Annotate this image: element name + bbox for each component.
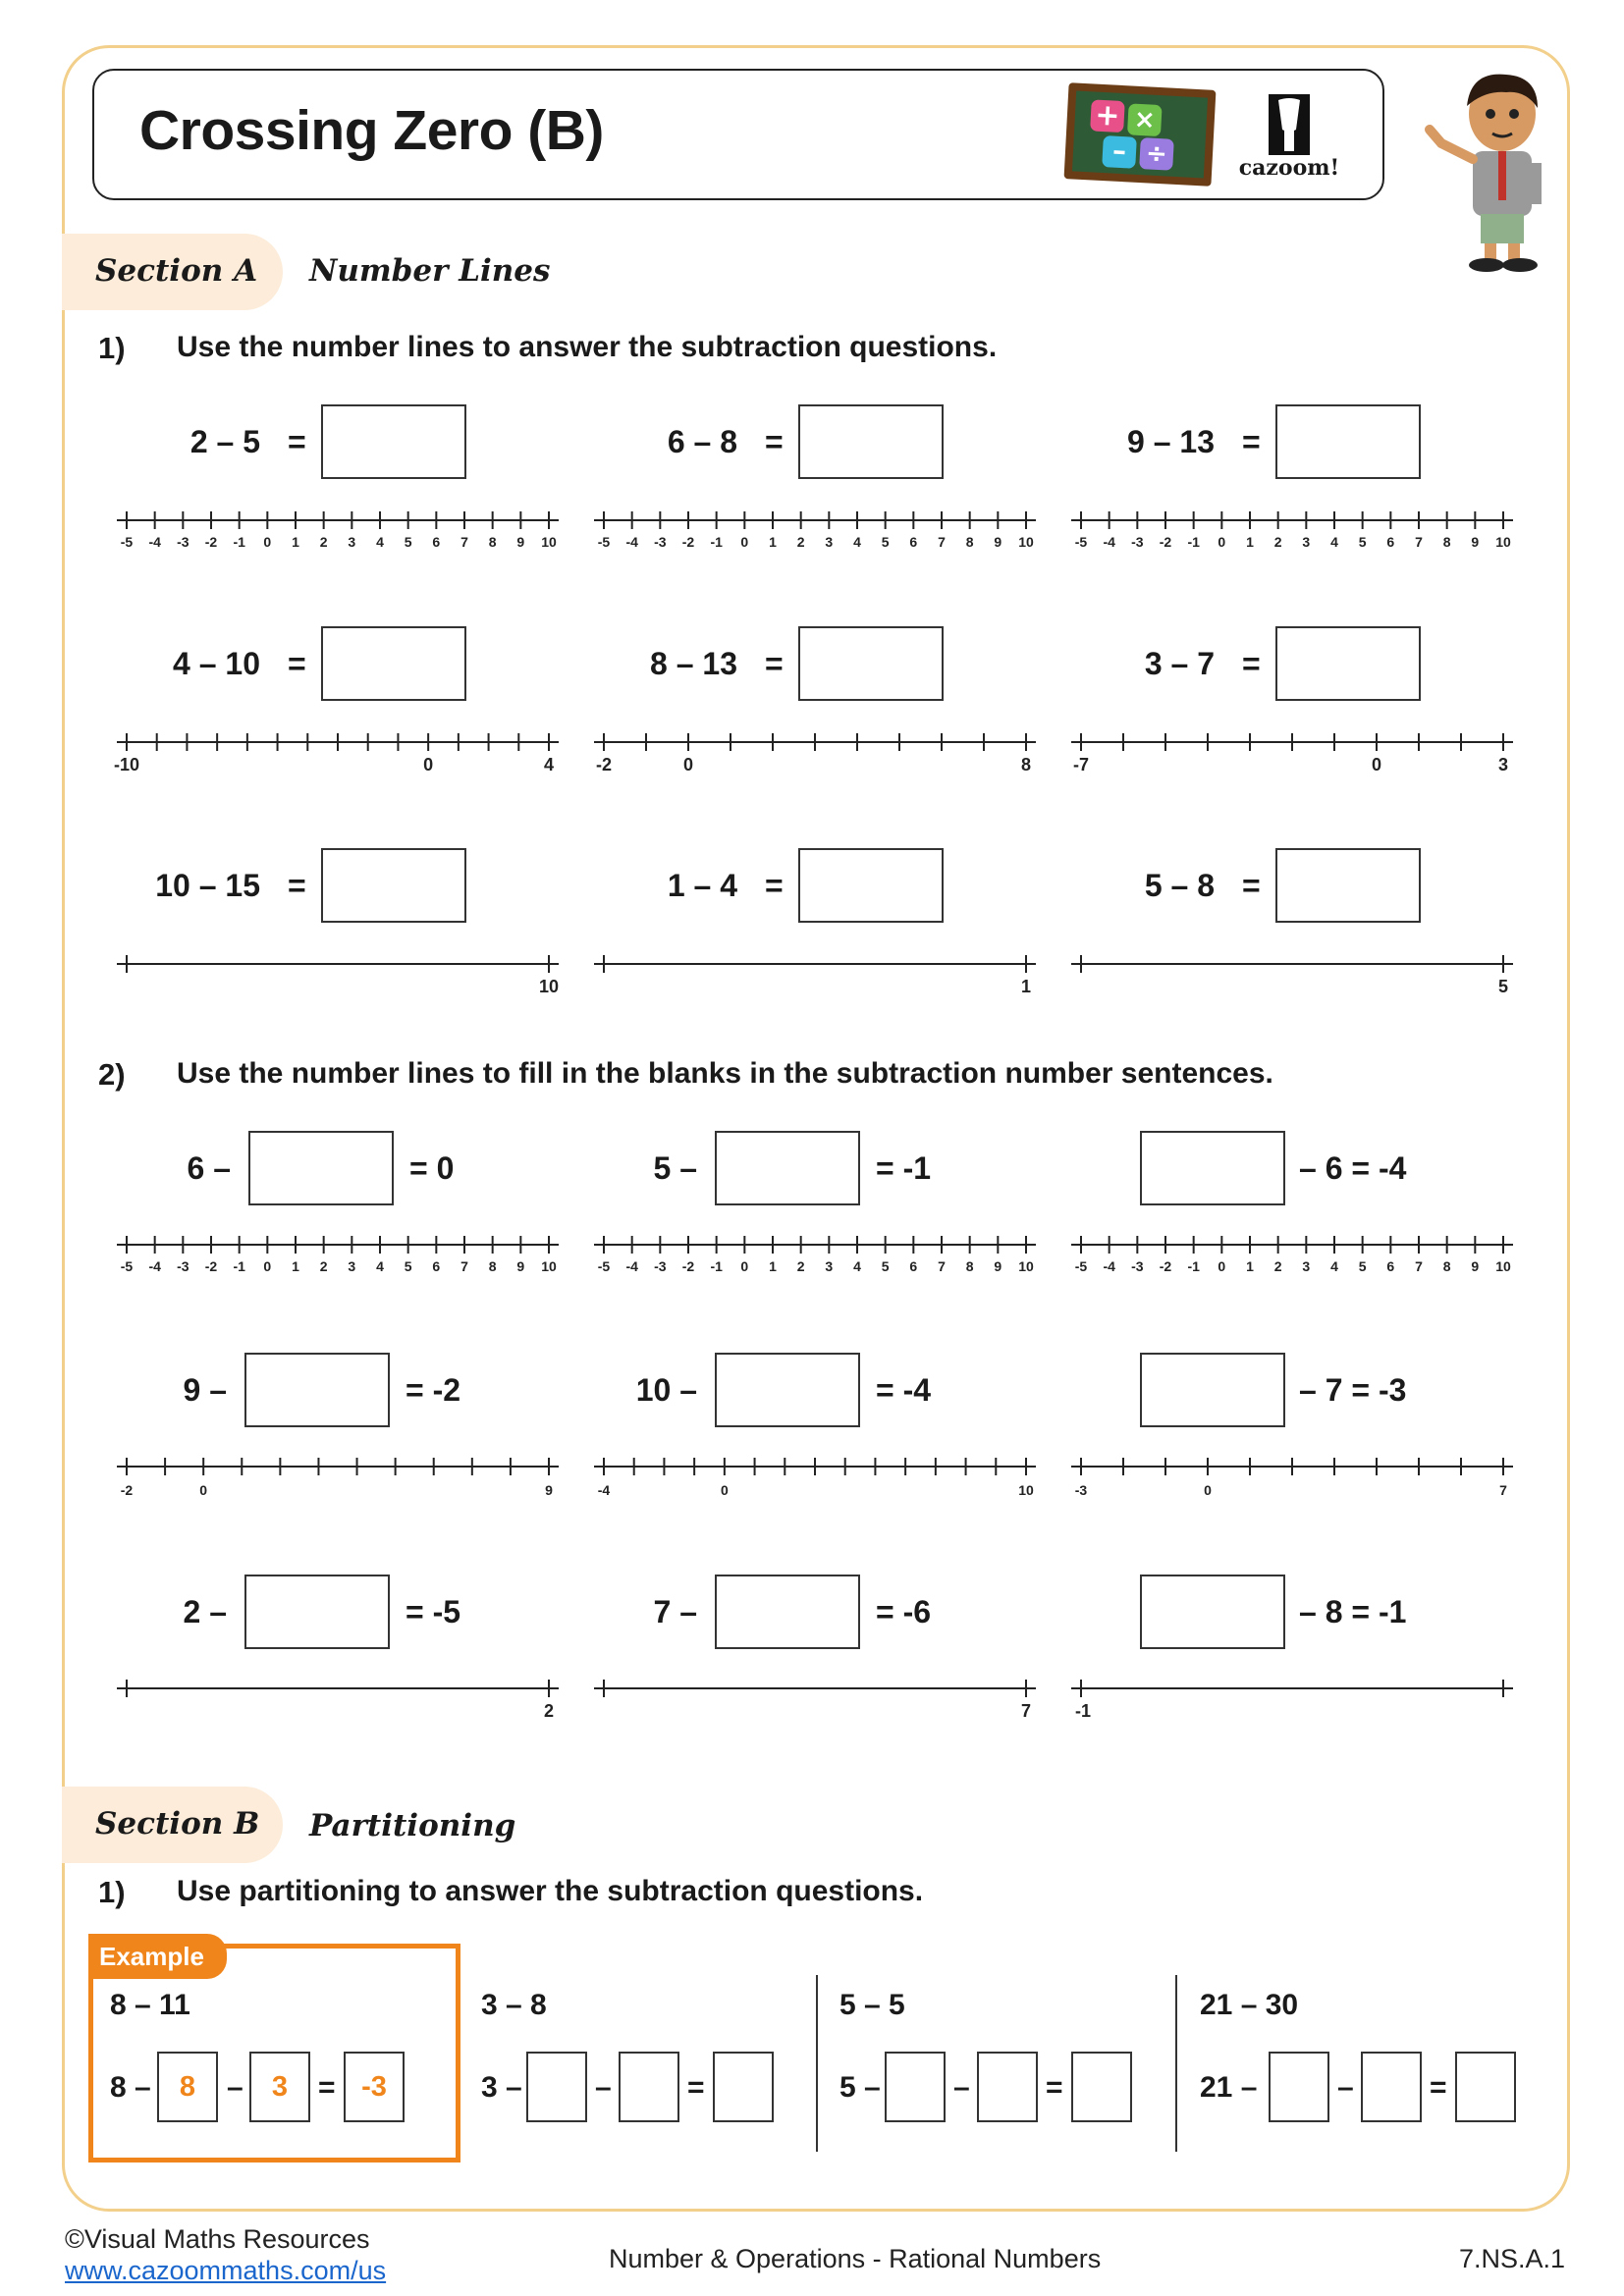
number-line-label: 1	[292, 534, 299, 550]
number-line-label: 8	[488, 1258, 497, 1274]
number-line-label: 1	[292, 1258, 299, 1274]
number-line-label: -2	[595, 755, 613, 774]
partition-start: 21 –	[1200, 2071, 1258, 2104]
equation-expression: 6 – 8	[667, 424, 737, 459]
number-line-label: 0	[1371, 755, 1382, 774]
number-line-label: -2	[1159, 1258, 1172, 1274]
number-line-label: -1	[1187, 534, 1200, 550]
partition-start: 5 –	[839, 2071, 881, 2104]
equation-expression: 5 – 8	[1144, 868, 1215, 903]
number-line-label: -4	[1103, 1258, 1115, 1274]
number-line-label: 5	[404, 534, 412, 550]
number-line-label: -1	[1074, 1701, 1092, 1721]
example-answer-box: -3	[344, 2052, 405, 2122]
number-line-label: 0	[263, 534, 272, 550]
number-line-label: 7	[1415, 534, 1423, 550]
example-answer-box: 3	[249, 2052, 310, 2122]
number-line-label: -3	[654, 1258, 667, 1274]
equation-expression: 10 – 15	[155, 868, 260, 903]
footer-topic: Number & Operations - Rational Numbers	[609, 2244, 1102, 2273]
answer-box[interactable]	[713, 2052, 774, 2122]
equation-right: = -4	[876, 1372, 932, 1408]
equals-sign: =	[687, 2071, 705, 2104]
number-line-label: 2	[319, 534, 328, 550]
answer-box[interactable]	[977, 2052, 1038, 2122]
number-line-label: 10	[1495, 534, 1511, 550]
number-line-label: 9	[1471, 534, 1480, 550]
number-line-label: 9	[994, 534, 1002, 550]
page-title: Crossing Zero (B)	[139, 99, 604, 162]
number-line-label: 10	[1018, 1258, 1034, 1274]
answer-box[interactable]	[1269, 2052, 1329, 2122]
equals-sign: =	[1242, 868, 1261, 903]
number-line-label: -4	[625, 1258, 638, 1274]
number-line-label: -1	[1187, 1258, 1200, 1274]
number-line-label: 1	[769, 1258, 777, 1274]
answer-box[interactable]	[526, 2052, 587, 2122]
number-line-label: 7	[1415, 1258, 1423, 1274]
number-line-label: 6	[909, 1258, 918, 1274]
equation-right: = -2	[406, 1372, 461, 1408]
number-line-label: 8	[965, 534, 974, 550]
equation-expression: 3 – 7	[1144, 646, 1215, 681]
question-number: 1)	[98, 331, 126, 365]
number-line-label: -1	[233, 534, 245, 550]
equation-expression: 9 – 13	[1127, 424, 1215, 459]
number-line-label: 6	[432, 534, 441, 550]
equation-left: 5 –	[653, 1150, 697, 1186]
number-line-label: 4	[1330, 1258, 1338, 1274]
column-divider	[1175, 1975, 1177, 2152]
equals-sign: =	[765, 424, 784, 459]
number-line-label: 3	[1302, 1258, 1311, 1274]
number-line-label: -3	[1131, 534, 1144, 550]
number-line-label: 8	[488, 534, 497, 550]
number-line-label: 0	[720, 1482, 729, 1498]
number-line-label: 7	[460, 1258, 468, 1274]
number-line-label: -1	[710, 1258, 723, 1274]
number-line-label: 5	[881, 1258, 890, 1274]
number-line-label: -5	[120, 534, 134, 550]
number-line-label: 2	[319, 1258, 328, 1274]
number-line-label: 10	[541, 534, 557, 550]
number-line-label: 9	[516, 534, 525, 550]
number-line-label: 4	[543, 755, 555, 774]
number-line-label: -3	[177, 1258, 189, 1274]
number-line-label: 9	[516, 1258, 525, 1274]
equation-left: 7 –	[653, 1594, 697, 1629]
number-line-label: -2	[681, 1258, 695, 1274]
equals-sign: =	[765, 868, 784, 903]
number-line-label: 0	[199, 1482, 208, 1498]
number-line-label: 5	[881, 534, 890, 550]
number-line-label: 7	[1499, 1482, 1507, 1498]
number-line-label: 5	[1497, 977, 1509, 996]
footer-code: 7.NS.A.1	[1459, 2244, 1566, 2273]
number-line-label: -1	[233, 1258, 245, 1274]
equation-expression: 4 – 10	[173, 646, 260, 681]
footer-copyright: ©Visual Maths Resources	[65, 2224, 370, 2254]
number-line-label: 0	[740, 534, 749, 550]
number-line-label: 2	[796, 1258, 805, 1274]
equals-sign: =	[288, 646, 306, 681]
number-line-label: -4	[597, 1482, 611, 1498]
example-start: 8 –	[110, 2071, 151, 2104]
number-line-label: 6	[1386, 1258, 1395, 1274]
cazoom-logo-text: cazoom!	[1238, 155, 1340, 181]
partition-start: 3 –	[481, 2071, 522, 2104]
footer-link[interactable]: www.cazoommaths.com/us	[65, 2256, 387, 2285]
equals-sign: =	[288, 868, 306, 903]
number-line-label: -2	[1159, 534, 1172, 550]
number-line-label: 0	[740, 1258, 749, 1274]
number-line-label: -5	[597, 534, 611, 550]
number-line-label: 4	[376, 1258, 384, 1274]
number-line-label: -5	[1074, 1258, 1088, 1274]
equation-left: 10 –	[635, 1372, 697, 1408]
number-line-label: 9	[545, 1482, 553, 1498]
number-line-label: 4	[376, 534, 384, 550]
number-line-label: 10	[1018, 1482, 1034, 1498]
equation-right: – 6 = -4	[1299, 1150, 1407, 1186]
number-line-label: 4	[853, 1258, 861, 1274]
number-line-label: 6	[432, 1258, 441, 1274]
number-line-label: 2	[1273, 1258, 1282, 1274]
number-line-label: 3	[1497, 755, 1509, 774]
number-line-label: 3	[1302, 534, 1311, 550]
section-b-title: Partitioning	[309, 1808, 516, 1843]
section-b-label: Section B	[95, 1806, 260, 1842]
equation-right: = -5	[406, 1594, 461, 1629]
number-line-label: -2	[204, 534, 218, 550]
number-line-label: 0	[1204, 1482, 1212, 1498]
number-line-label: 10	[1495, 1258, 1511, 1274]
question-text: Use partitioning to answer the subtraction questions.	[177, 1875, 924, 1907]
equation-expression: 2 – 5	[189, 424, 260, 459]
number-line-label: 7	[938, 534, 946, 550]
question-number: 2)	[98, 1057, 126, 1092]
number-line-label: 0	[1218, 1258, 1226, 1274]
number-line-label: 1	[1020, 977, 1032, 996]
number-line-label: -4	[148, 1258, 161, 1274]
example-answer-box: 8	[157, 2052, 218, 2122]
number-line-label: 7	[1020, 1701, 1032, 1721]
number-line-label: 2	[543, 1701, 555, 1721]
number-line-label: -4	[625, 534, 638, 550]
number-line-label: -3	[177, 534, 189, 550]
example-expression: 8 – 11	[110, 1989, 190, 2021]
minus-sign: –	[595, 2071, 612, 2104]
number-line-label: 4	[1330, 534, 1338, 550]
number-line-label: 0	[1218, 534, 1226, 550]
number-line-label: 1	[1246, 1258, 1254, 1274]
number-line-label: 4	[853, 534, 861, 550]
equation-left: 9 –	[183, 1372, 227, 1408]
answer-box[interactable]	[1455, 2052, 1516, 2122]
equation-left: 6 –	[187, 1150, 231, 1186]
question-text: Use the number lines to fill in the blanks in the subtraction number sentences.	[177, 1057, 1273, 1090]
number-line-label: 9	[994, 1258, 1002, 1274]
minus-sign: –	[1337, 2071, 1354, 2104]
svg-text:–: –	[1111, 133, 1127, 168]
example-tag: Example	[88, 1934, 227, 1979]
svg-text:+: +	[1094, 97, 1121, 133]
number-line-label: -2	[204, 1258, 218, 1274]
equation-right: = -6	[876, 1594, 932, 1629]
answer-box[interactable]	[1361, 2052, 1422, 2122]
number-line-label: 1	[769, 534, 777, 550]
number-line-label: -10	[113, 755, 140, 774]
number-line-label: -4	[148, 534, 161, 550]
number-line-label: 3	[825, 534, 834, 550]
equation-right: = -1	[876, 1150, 932, 1186]
partition-expression: 21 – 30	[1200, 1989, 1299, 2021]
number-line-label: 7	[938, 1258, 946, 1274]
number-line-label: -3	[1074, 1482, 1088, 1498]
partition-expression: 3 – 8	[481, 1989, 547, 2021]
number-line-label: 8	[1442, 1258, 1451, 1274]
example-minus: –	[227, 2071, 244, 2104]
svg-text:÷: ÷	[1145, 138, 1168, 170]
section-a-label: Section A	[95, 253, 258, 289]
number-line-label: 3	[348, 1258, 356, 1274]
question-number: 1)	[98, 1875, 126, 1909]
answer-box[interactable]	[1071, 2052, 1132, 2122]
equals-sign: =	[1242, 424, 1261, 459]
equals-sign: =	[288, 424, 306, 459]
number-line-label: 2	[1273, 534, 1282, 550]
number-line-label: -3	[1131, 1258, 1144, 1274]
number-line-label: 5	[404, 1258, 412, 1274]
number-line-label: 8	[1020, 755, 1032, 774]
number-line-label: -3	[654, 534, 667, 550]
number-line-label: 10	[541, 1258, 557, 1274]
equation-right: – 7 = -3	[1299, 1372, 1407, 1408]
number-line-label: 2	[796, 534, 805, 550]
number-line-label: 0	[423, 755, 434, 774]
number-line-label: -7	[1072, 755, 1090, 774]
equation-expression: 8 – 13	[650, 646, 737, 681]
number-line-label: -1	[710, 534, 723, 550]
equals-sign: =	[765, 646, 784, 681]
number-line-label: 5	[1358, 1258, 1367, 1274]
number-line-label: 10	[538, 977, 560, 996]
number-line-label: 5	[1358, 534, 1367, 550]
number-line-label: -2	[681, 534, 695, 550]
answer-box[interactable]	[885, 2052, 946, 2122]
equation-left: 2 –	[183, 1594, 227, 1629]
equation-expression: 1 – 4	[667, 868, 737, 903]
number-line-label: 3	[348, 534, 356, 550]
column-divider	[816, 1975, 818, 2152]
number-line-label: 0	[682, 755, 694, 774]
example-equals: =	[318, 2071, 336, 2104]
number-line-label: 6	[1386, 534, 1395, 550]
number-line-label: -5	[120, 1258, 134, 1274]
equals-sign: =	[1242, 646, 1261, 681]
number-line-label: 3	[825, 1258, 834, 1274]
number-line-label: 8	[965, 1258, 974, 1274]
equation-right: = 0	[409, 1150, 455, 1186]
number-line-label: -5	[1074, 534, 1088, 550]
minus-sign: –	[953, 2071, 970, 2104]
number-line-label: 6	[909, 534, 918, 550]
number-line-label: -4	[1103, 534, 1115, 550]
equals-sign: =	[1430, 2071, 1447, 2104]
number-line-label: 10	[1018, 534, 1034, 550]
number-line-label: 7	[460, 534, 468, 550]
number-line-label: -5	[597, 1258, 611, 1274]
answer-box[interactable]	[619, 2052, 679, 2122]
svg-text:×: ×	[1133, 104, 1157, 135]
number-line-label: 8	[1442, 534, 1451, 550]
number-line-label: -2	[120, 1482, 134, 1498]
number-line-label: 0	[263, 1258, 272, 1274]
section-a-title: Number Lines	[309, 253, 551, 289]
partition-expression: 5 – 5	[839, 1989, 905, 2021]
equation-right: – 8 = -1	[1299, 1594, 1407, 1629]
question-text: Use the number lines to answer the subtraction questions.	[177, 331, 998, 363]
number-line-label: 9	[1471, 1258, 1480, 1274]
number-line-label: 1	[1246, 534, 1254, 550]
equals-sign: =	[1046, 2071, 1063, 2104]
